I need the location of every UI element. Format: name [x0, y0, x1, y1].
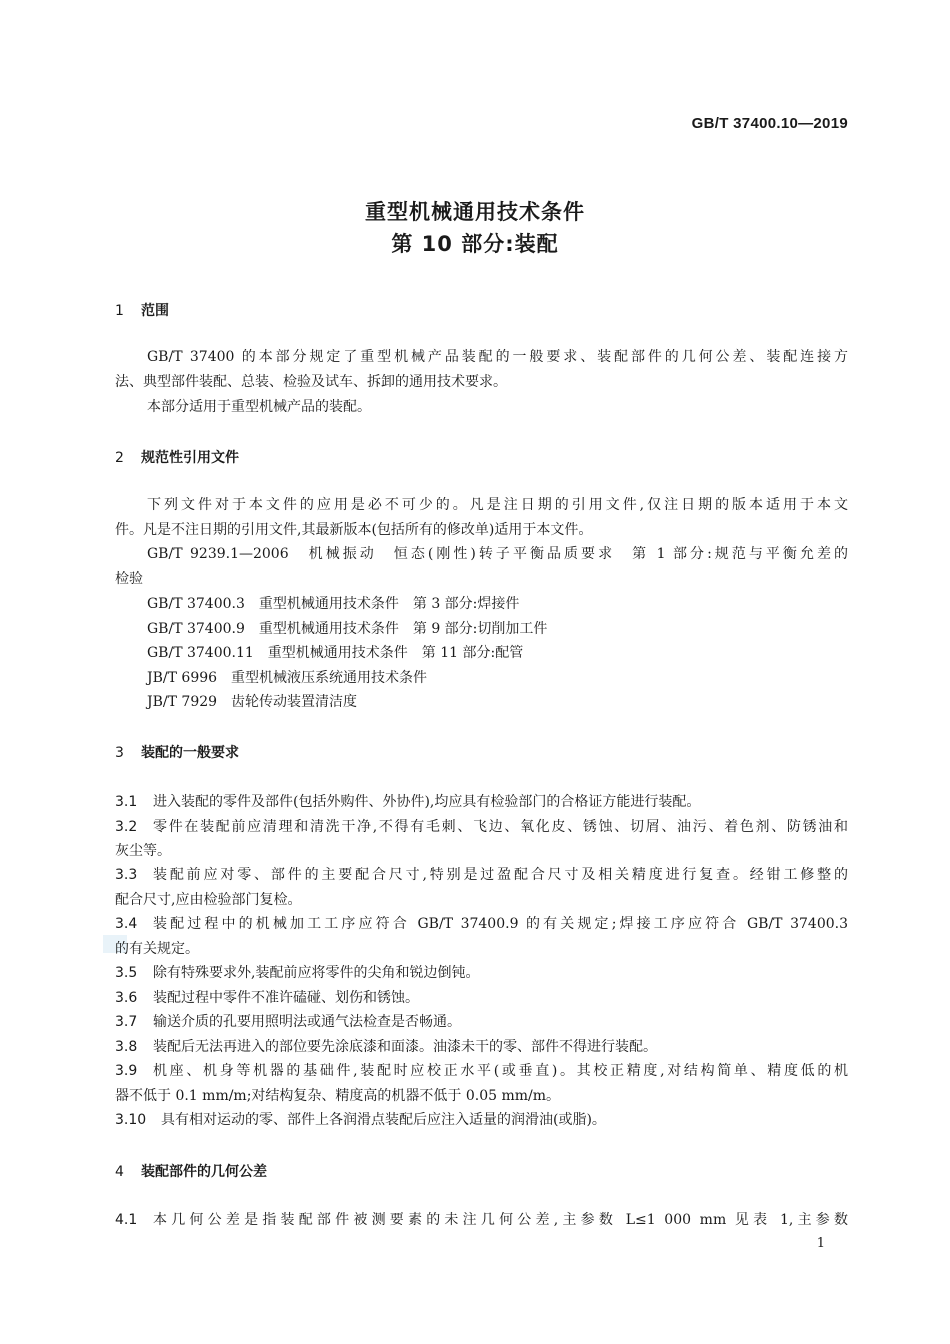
paragraph-line: 件。凡是不注日期的引用文件,其最新版本(包括所有的修改单)适用于本文件。	[115, 522, 593, 538]
clause-number: 3.6	[115, 990, 138, 1006]
clause-text: 机座、机身等机器的基础件,装配时应校正水平(或垂直)。其校正精度,对结构简单、精度低的机	[153, 1063, 848, 1079]
section-title: 范围	[141, 303, 169, 319]
clause-continuation: 的有关规定。	[115, 941, 199, 957]
reference-line: GB/T 37400.11 重型机械通用技术条件 第 11 部分:配管	[147, 645, 524, 661]
clause-text: 输送介质的孔要用照明法或通气法检查是否畅通。	[153, 1014, 461, 1030]
clause-number: 3.2	[115, 819, 138, 835]
section-4-heading	[115, 1161, 267, 1181]
clause-3-9	[115, 1061, 848, 1081]
section-number: 3	[115, 745, 124, 761]
clause-number: 3.3	[115, 867, 138, 883]
clause-continuation: 器不低于 0.1 mm/m;对结构复杂、精度高的机器不低于 0.05 mm/m。	[115, 1088, 561, 1104]
clause-3-2	[115, 817, 848, 837]
clause-4-1	[115, 1210, 848, 1230]
clause-text: 本几何公差是指装配部件被测要素的未注几何公差,主参数 L≤1 000 mm 见表 1,主参数	[153, 1212, 848, 1228]
reference-line: GB/T 37400.3 重型机械通用技术条件 第 3 部分:焊接件	[147, 596, 520, 612]
reference-line: JB/T 7929 齿轮传动装置清洁度	[147, 694, 358, 710]
clause-text: 具有相对运动的零、部件上各润滑点装配后应注入适量的润滑油(或脂)。	[161, 1112, 606, 1128]
section-title: 装配部件的几何公差	[141, 1164, 267, 1180]
clause-number: 4.1	[115, 1212, 138, 1228]
section-2-heading	[115, 447, 239, 467]
section-number: 1	[115, 303, 124, 319]
reference-line: JB/T 6996 重型机械液压系统通用技术条件	[147, 670, 428, 686]
standard-code: GB/T 37400.10—2019	[691, 115, 848, 132]
paragraph-line: 法、典型部件装配、总装、检验及试车、拆卸的通用技术要求。	[115, 374, 507, 390]
clause-number: 3.5	[115, 965, 138, 981]
clause-3-7	[115, 1012, 461, 1032]
paragraph-line: 本部分适用于重型机械产品的装配。	[147, 399, 371, 415]
reference-line: GB/T 9239.1—2006 机械振动 恒态(刚性)转子平衡品质要求 第 1 部分:规范与平衡允差的	[147, 546, 848, 562]
clause-number: 3.4	[115, 916, 138, 932]
clause-number: 3.7	[115, 1014, 138, 1030]
section-1-heading	[115, 300, 169, 320]
clause-3-8	[115, 1037, 657, 1057]
section-3-heading	[115, 742, 239, 762]
clause-number: 3.10	[115, 1112, 147, 1128]
clause-text: 除有特殊要求外,装配前应将零件的尖角和锐边倒钝。	[153, 965, 480, 981]
clause-3-1	[115, 792, 700, 812]
section-number: 2	[115, 450, 124, 466]
clause-3-10	[115, 1110, 606, 1130]
clause-number: 3.9	[115, 1063, 138, 1079]
document-subtitle: 第 10 部分:装配	[391, 232, 559, 256]
clause-text: 装配过程中的机械加工工序应符合 GB/T 37400.9 的有关规定;焊接工序应符合 GB/T 37400.3	[153, 916, 848, 932]
clause-continuation: 灰尘等。	[115, 843, 171, 859]
document-title: 重型机械通用技术条件	[365, 200, 585, 224]
clause-3-4	[115, 914, 848, 934]
clause-text: 装配过程中零件不准许磕碰、划伤和锈蚀。	[153, 990, 419, 1006]
paragraph-line: 下列文件对于本文件的应用是必不可少的。凡是注日期的引用文件,仅注日期的版本适用于本文	[147, 497, 848, 513]
clause-3-5	[115, 963, 479, 983]
page-number: 1	[816, 1236, 825, 1251]
clause-3-6	[115, 988, 419, 1008]
reference-line: 检验	[115, 571, 143, 587]
reference-line: GB/T 37400.9 重型机械通用技术条件 第 9 部分:切削加工件	[147, 621, 548, 637]
clause-number: 3.1	[115, 794, 138, 810]
clause-3-3	[115, 865, 848, 885]
clause-text: 装配后无法再进入的部位要先涂底漆和面漆。油漆未干的零、部件不得进行装配。	[153, 1039, 657, 1055]
section-number: 4	[115, 1164, 124, 1180]
clause-continuation: 配合尺寸,应由检验部门复检。	[115, 892, 302, 908]
clause-text: 进入装配的零件及部件(包括外购件、外协件),均应具有检验部门的合格证方能进行装配。	[153, 794, 701, 810]
clause-text: 装配前应对零、部件的主要配合尺寸,特别是过盈配合尺寸及相关精度进行复查。经钳工修整的	[153, 867, 848, 883]
paragraph-line: GB/T 37400 的本部分规定了重型机械产品装配的一般要求、装配部件的几何公差、装配连接方	[147, 349, 848, 365]
section-title: 装配的一般要求	[141, 745, 239, 761]
section-title: 规范性引用文件	[141, 450, 239, 466]
clause-text: 零件在装配前应清理和清洗干净,不得有毛刺、飞边、氧化皮、锈蚀、切屑、油污、着色剂、防锈油和	[153, 819, 848, 835]
clause-number: 3.8	[115, 1039, 138, 1055]
